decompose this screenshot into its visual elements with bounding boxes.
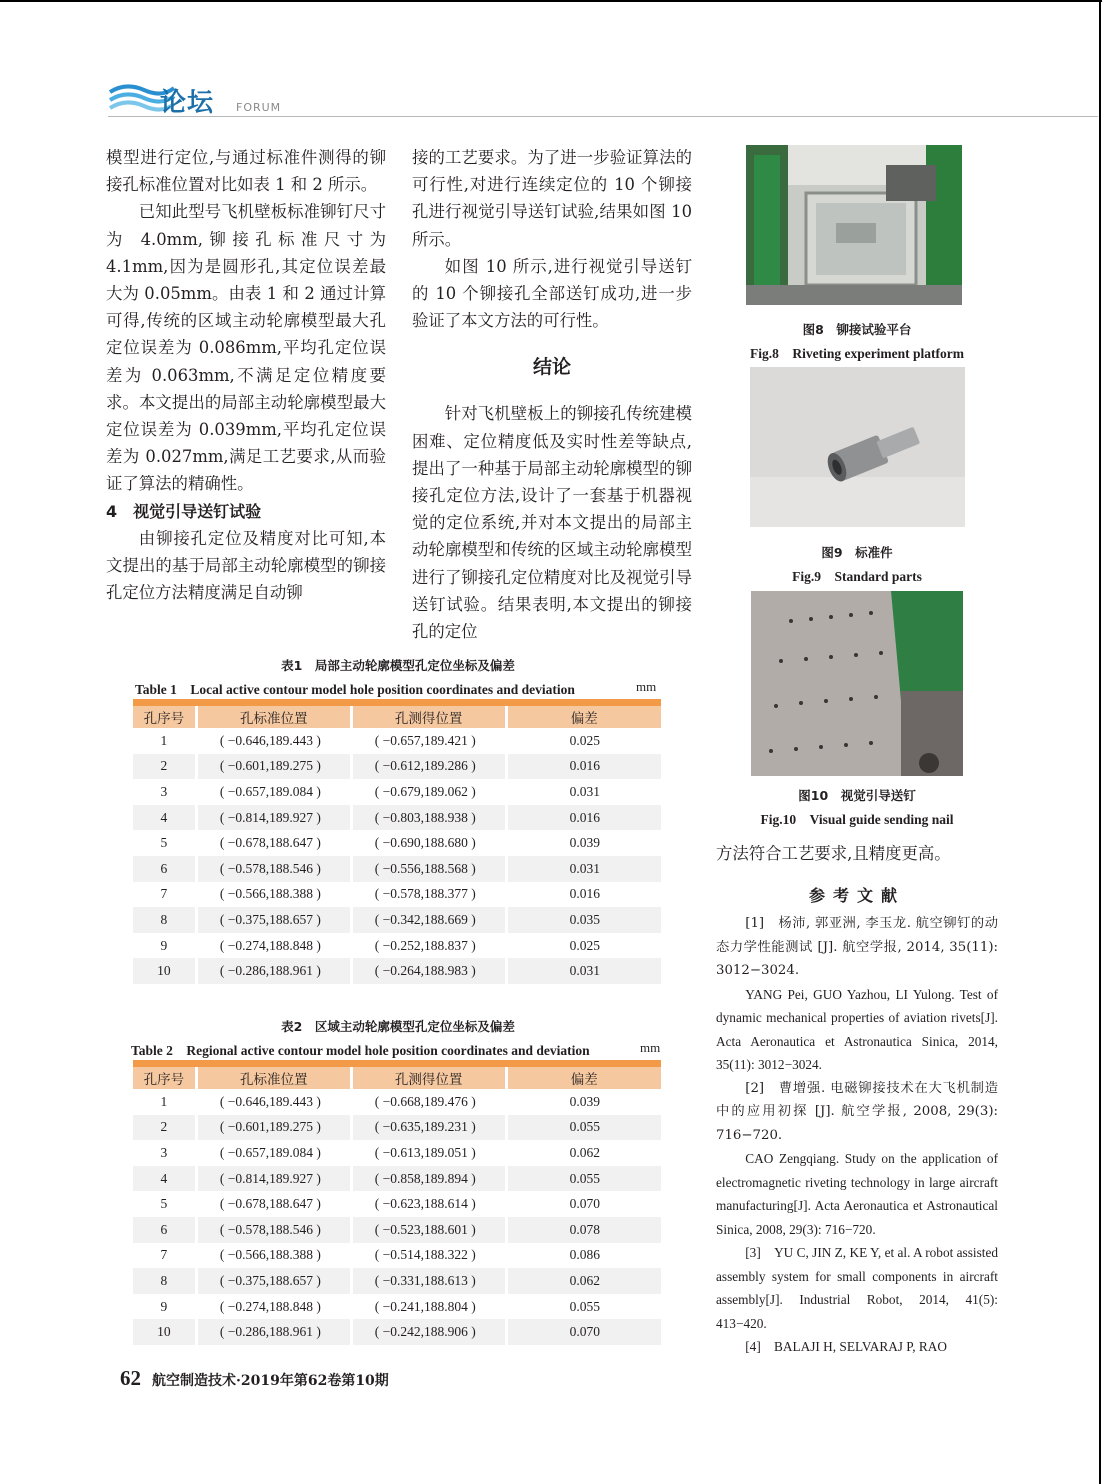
reference-item: [1] 杨沛, 郭亚洲, 李玉龙. 航空铆钉的动态力学性能测试 [J]. 航空学报, 2014, 35(11): 3012−3024.	[716, 916, 998, 978]
table-cell: ( −0.556,188.568 )	[351, 856, 506, 882]
body-column-2	[412, 144, 692, 645]
references-column	[716, 840, 998, 1359]
figure-caption-en: Fig.10 Visual guide sending nail	[760, 812, 954, 827]
table-row	[133, 805, 661, 831]
reference-item: [4] BALAJI H, SELVARAJ P, RAO	[745, 1339, 947, 1354]
table-row	[133, 958, 661, 984]
table-cell: ( −0.657,189.421 )	[351, 728, 506, 754]
paragraph: 如图 10 所示,进行视觉引导送钉的 10 个铆接孔全部送钉成功,进一步验证了本文方法的可行性。	[412, 256, 692, 331]
table-cell: ( −0.613,189.051 )	[351, 1140, 506, 1166]
table-cell: 4	[133, 1166, 196, 1192]
table2-caption-cn: 表2 区域主动轮廓模型孔定位坐标及偏差	[281, 1019, 515, 1034]
table-cell: ( −0.601,189.275 )	[196, 754, 351, 780]
table-cell: ( −0.646,189.443 )	[196, 728, 351, 754]
table-row	[133, 1166, 661, 1192]
table-cell: 10	[133, 958, 196, 984]
table-cell: 0.086	[506, 1243, 661, 1269]
table-row	[133, 856, 661, 882]
table-cell: 9	[133, 933, 196, 959]
table-cell: 0.070	[506, 1319, 661, 1345]
table-row	[133, 1268, 661, 1294]
table-cell: 0.039	[506, 1089, 661, 1115]
table-cell: ( −0.274,188.848 )	[196, 933, 351, 959]
header-subtitle: FORUM	[236, 101, 282, 114]
reference-item: [2] 曹增强. 电磁铆接技术在大飞机制造中的应用初探 [J]. 航空学报, 2008, 29(3): 716−720.	[716, 1080, 998, 1143]
table-cell: ( −0.803,188.938 )	[351, 805, 506, 831]
table-row	[133, 728, 661, 754]
table-row	[133, 830, 661, 856]
table-cell: ( −0.814,189.927 )	[196, 1166, 351, 1192]
table-cell: ( −0.375,188.657 )	[196, 1268, 351, 1294]
table1-unit: mm	[636, 679, 657, 694]
reference-item: [3] YU C, JIN Z, KE Y, et al. A robot assisted assembly system for small components in aircraft assembly[J]. Industrial Robot, 2014, 41(5): 413−420.	[716, 1245, 998, 1331]
table-cell: 5	[133, 1191, 196, 1217]
table-cell: ( −0.566,188.388 )	[196, 1243, 351, 1269]
journal-name: 航空制造技术·2019年第62卷第10期	[152, 1373, 389, 1389]
table-row	[133, 1294, 661, 1320]
table-cell: ( −0.286,188.961 )	[196, 958, 351, 984]
table-row	[133, 1089, 661, 1115]
figure-8-photo	[746, 145, 962, 305]
table-cell: 0.039	[506, 830, 661, 856]
table-cell: 10	[133, 1319, 196, 1345]
table-header-cell: 偏差	[506, 703, 661, 729]
table-header-cell: 孔标准位置	[196, 703, 351, 729]
table-cell: 0.025	[506, 933, 661, 959]
table-cell: ( −0.678,188.647 )	[196, 1191, 351, 1217]
figure-caption-en: Fig.9 Standard parts	[792, 569, 922, 584]
table2-caption-en: Table 2 Regional active contour model hole position coordinates and deviation	[131, 1043, 590, 1058]
table-header-cell: 孔测得位置	[351, 703, 506, 729]
table-row	[133, 907, 661, 933]
table-cell: 1	[133, 728, 196, 754]
table-cell: ( −0.612,189.286 )	[351, 754, 506, 780]
table-1	[133, 699, 661, 984]
section-heading: 4 视觉引导送钉试验	[106, 501, 262, 521]
table-cell: 9	[133, 1294, 196, 1320]
header-rule	[108, 116, 1098, 117]
page-number: 62	[120, 1366, 141, 1390]
table-cell: ( −0.657,189.084 )	[196, 779, 351, 805]
table-header-cell: 孔标准位置	[196, 1064, 351, 1090]
table-header-cell: 孔序号	[133, 1064, 196, 1090]
table-cell: 0.016	[506, 754, 661, 780]
table-row	[133, 933, 661, 959]
table-cell: 7	[133, 882, 196, 908]
table-cell: ( −0.523,188.601 )	[351, 1217, 506, 1243]
table-cell: 0.031	[506, 779, 661, 805]
paragraph: 已知此型号飞机壁板标准铆钉尺寸为 4.0mm,铆接孔标准尺寸为 4.1mm,因为是圆形孔,其定位误差最大为 0.05mm。由表 1 和 2 通过计算可得,传统的区域主动轮廓模型最大孔定位误差为 0.086mm,平均孔定位误差为 0.063mm,不满足定位精度要求。本文提出的局部主动轮廓模型最大定位误差为 0.039mm,平均孔定位误差为 0.027mm,满足工艺要求,从而验证了算法的精确性。	[106, 202, 386, 494]
paragraph: 模型进行定位,与通过标准件测得的铆接孔标准位置对比如表 1 和 2 所示。	[106, 148, 386, 195]
table1-caption-en: Table 1 Local active contour model hole position coordinates and deviation	[135, 682, 575, 697]
table-cell: ( −0.646,189.443 )	[196, 1089, 351, 1115]
table-header-cell: 偏差	[506, 1064, 661, 1090]
table-cell: 6	[133, 856, 196, 882]
table-cell: ( −0.331,188.613 )	[351, 1268, 506, 1294]
table-cell: ( −0.375,188.657 )	[196, 907, 351, 933]
table-cell: ( −0.668,189.476 )	[351, 1089, 506, 1115]
figure-9-photo	[750, 367, 965, 527]
references-heading: 参考文献	[808, 886, 905, 905]
table-row	[133, 779, 661, 805]
body-column-1	[106, 144, 386, 606]
table-cell: 0.070	[506, 1191, 661, 1217]
table-cell: ( −0.814,189.927 )	[196, 805, 351, 831]
table-cell: ( −0.578,188.546 )	[196, 856, 351, 882]
table-header-cell: 孔测得位置	[351, 1064, 506, 1090]
reference-item: CAO Zengqiang. Study on the application of electromagnetic riveting technology in large aircraft manufacturing[J]. Acta Aeronautica et Astronautical Sinica, 2008, 29(3): 716−720.	[716, 1151, 998, 1237]
reference-item: YANG Pei, GUO Yazhou, LI Yulong. Test of dynamic mechanical properties of aviation rivets[J]. Acta Aeronautica et Astronautica Sinica, 2014, 35(11): 3012−3024.	[716, 986, 998, 1072]
top-border	[0, 0, 1102, 2]
table-cell: 0.062	[506, 1140, 661, 1166]
figure-10-photo	[751, 591, 963, 776]
table-cell: 1	[133, 1089, 196, 1115]
table-row	[133, 1140, 661, 1166]
table-cell: ( −0.678,188.647 )	[196, 830, 351, 856]
table-cell: 3	[133, 779, 196, 805]
table-cell: 8	[133, 1268, 196, 1294]
table-cell: ( −0.578,188.377 )	[351, 882, 506, 908]
figure-caption-en: Fig.8 Riveting experiment platform	[749, 346, 965, 361]
table-cell: ( −0.264,188.983 )	[351, 958, 506, 984]
table-cell: ( −0.601,189.275 )	[196, 1115, 351, 1141]
paragraph: 方法符合工艺要求,且精度更高。	[716, 844, 951, 863]
paragraph: 针对飞机壁板上的铆接孔传统建模困难、定位精度低及实时性差等缺点,提出了一种基于局部主动轮廓模型的铆接孔定位方法,设计了一套基于机器视觉的定位系统,并对本文提出的局部主动轮廓模型和传统的区域主动轮廓模型进行了铆接孔定位精度对比及视觉引导送钉试验。结果表明,本文提出的铆接孔的定位	[412, 404, 692, 642]
table-cell: ( −0.342,188.669 )	[351, 907, 506, 933]
header-title: 论坛	[160, 88, 215, 118]
table1-caption-cn: 表1 局部主动轮廓模型孔定位坐标及偏差	[281, 658, 515, 673]
table-cell: ( −0.274,188.848 )	[196, 1294, 351, 1320]
figure-caption-cn: 图9 标准件	[821, 545, 893, 560]
table-cell: 0.055	[506, 1166, 661, 1192]
table-cell: ( −0.858,189.894 )	[351, 1166, 506, 1192]
table-cell: 0.025	[506, 728, 661, 754]
table-cell: 2	[133, 754, 196, 780]
section-heading: 结论	[532, 356, 571, 379]
table-row	[133, 1115, 661, 1141]
table-row	[133, 882, 661, 908]
table-cell: 6	[133, 1217, 196, 1243]
table-cell: 5	[133, 830, 196, 856]
table-cell: 0.016	[506, 882, 661, 908]
figure-caption-cn: 图8 铆接试验平台	[802, 322, 912, 337]
table-cell: ( −0.679,189.062 )	[351, 779, 506, 805]
table-cell: 0.055	[506, 1294, 661, 1320]
table-cell: 0.031	[506, 958, 661, 984]
table-row	[133, 1217, 661, 1243]
table-cell: ( −0.635,189.231 )	[351, 1115, 506, 1141]
table-2	[133, 1060, 661, 1345]
table-cell: ( −0.241,188.804 )	[351, 1294, 506, 1320]
right-border	[1099, 0, 1101, 1484]
table-cell: 0.016	[506, 805, 661, 831]
table-cell: 4	[133, 805, 196, 831]
table-cell: ( −0.252,188.837 )	[351, 933, 506, 959]
table-cell: 7	[133, 1243, 196, 1269]
table-cell: ( −0.578,188.546 )	[196, 1217, 351, 1243]
paragraph: 接的工艺要求。为了进一步验证算法的可行性,对进行连续定位的 10 个铆接孔进行视觉引导送钉试验,结果如图 10 所示。	[412, 148, 692, 249]
table-cell: 0.055	[506, 1115, 661, 1141]
figure-caption-cn: 图10 视觉引导送钉	[798, 788, 916, 803]
table-row	[133, 754, 661, 780]
table-cell: 0.078	[506, 1217, 661, 1243]
table-row	[133, 1243, 661, 1269]
table-cell: ( −0.690,188.680 )	[351, 830, 506, 856]
table-cell: 8	[133, 907, 196, 933]
table2-unit: mm	[640, 1040, 661, 1055]
table-cell: ( −0.514,188.322 )	[351, 1243, 506, 1269]
table-cell: 0.035	[506, 907, 661, 933]
table-cell: ( −0.623,188.614 )	[351, 1191, 506, 1217]
table-cell: ( −0.657,189.084 )	[196, 1140, 351, 1166]
table-row	[133, 1319, 661, 1345]
table-cell: 3	[133, 1140, 196, 1166]
table-cell: 0.062	[506, 1268, 661, 1294]
table-cell: 2	[133, 1115, 196, 1141]
table-row	[133, 1191, 661, 1217]
table-header-cell: 孔序号	[133, 703, 196, 729]
table-cell: ( −0.286,188.961 )	[196, 1319, 351, 1345]
table-cell: ( −0.566,188.388 )	[196, 882, 351, 908]
paragraph: 由铆接孔定位及精度对比可知,本文提出的基于局部主动轮廓模型的铆接孔定位方法精度满足自动铆	[106, 528, 386, 603]
table-cell: 0.031	[506, 856, 661, 882]
table-cell: ( −0.242,188.906 )	[351, 1319, 506, 1345]
